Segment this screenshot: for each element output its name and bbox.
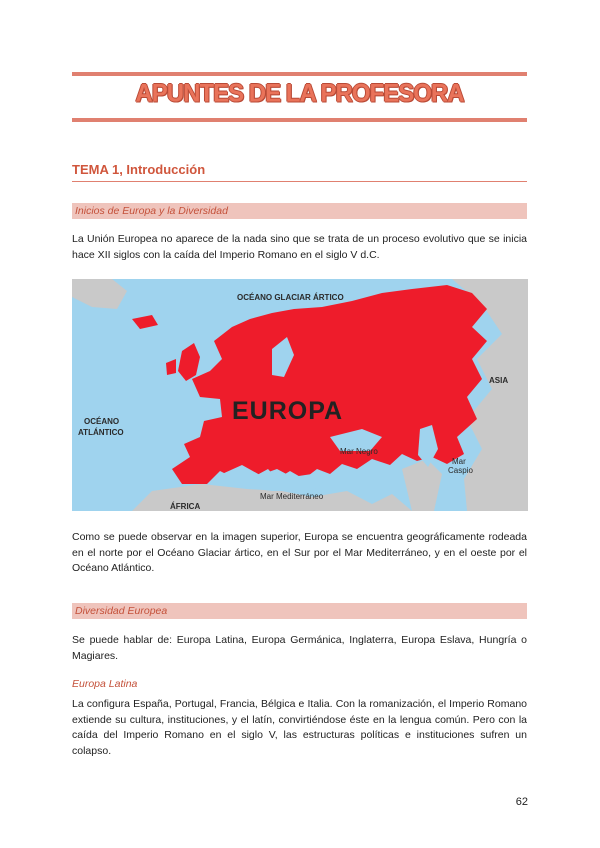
- page-number: 62: [515, 796, 528, 808]
- europe-map-graphic: [72, 279, 528, 511]
- page-title: APUNTES DE LA PROFESORA: [135, 79, 464, 108]
- label-asia: ASIA: [489, 376, 509, 385]
- header-bottom-rule: [72, 118, 527, 122]
- label-atlantic-ocean-2: ATLÁNTICO: [78, 428, 124, 437]
- label-africa: ÁFRICA: [170, 502, 201, 511]
- label-black-sea: Mar Negro: [340, 447, 378, 456]
- header-top-rule: [72, 72, 527, 76]
- europe-map: [72, 279, 528, 511]
- paragraph-europa-latina: La configura España, Portugal, Francia, Bélgica e Italia. Con la romanización, el Imperio Romano extiende su cultura, instituciones, y el latín, convirtiéndose éste en la lengua común. Pero con la caída del Imperio Romano en el siglo V, las estructuras políticas e instituciones sufren un colapso.: [72, 698, 527, 757]
- label-caspian-sea-1: Mar: [452, 457, 466, 466]
- map-title-europa: EUROPA: [232, 397, 344, 425]
- subsection-heading-europa-latina: Europa Latina: [72, 678, 138, 690]
- section-heading-diversidad: Diversidad Europea: [72, 603, 527, 619]
- paragraph-intro: La Unión Europea no aparece de la nada sino que se trata de un proceso evolutivo que se inicia hace XII siglos con la caída del Imperio Romano en el siglo V d.C.: [72, 233, 527, 261]
- label-mediterranean-sea: Mar Mediterráneo: [260, 492, 324, 501]
- topic-rule: [72, 181, 527, 182]
- label-atlantic-ocean-1: OCÉANO: [84, 417, 120, 426]
- paragraph-map-description: Como se puede observar en la imagen superior, Europa se encuentra geográficamente rodeada en el norte por el Océano Glaciar ártico, en el Sur por el Mar Mediterráneo, y en el oeste por el Océano Atlántico.: [72, 531, 527, 574]
- label-arctic-ocean: OCÉANO GLACIAR ÁRTICO: [237, 293, 344, 302]
- paragraph-diversity: Se puede hablar de: Europa Latina, Europa Germánica, Inglaterra, Europa Eslava, Hungría o Magiares.: [72, 634, 527, 662]
- section-heading-inicios: Inicios de Europa y la Diversidad: [72, 203, 527, 219]
- label-caspian-sea-2: Caspio: [448, 466, 473, 475]
- topic-heading: TEMA 1, Introducción: [72, 162, 206, 177]
